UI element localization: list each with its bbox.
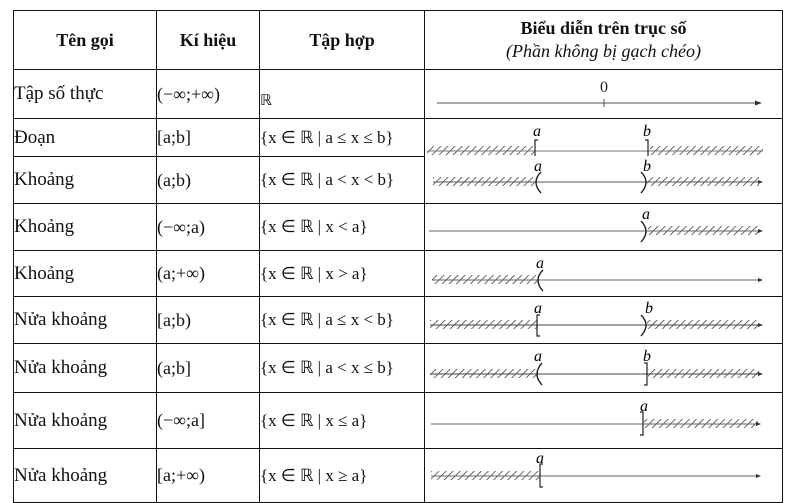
row-set: {x ∈ ℝ | x ≥ a} [260,449,425,503]
row-symbol: (−∞;+∞) [157,70,260,119]
number-line-svg [425,449,781,502]
row-set: {x ∈ ℝ | x > a} [260,251,425,297]
row-name: Nửa khoảng [14,344,157,393]
number-line-svg [425,70,781,118]
table-row [14,393,783,449]
row-name: Khoảng [14,157,157,204]
svg-text:a: a [536,255,544,272]
svg-text:a: a [536,450,544,467]
svg-text:a: a [533,123,541,140]
number-line-open-right-ray [425,251,783,297]
row-name: Nửa khoảng [14,449,157,503]
row-set: {x ∈ ℝ | x ≤ a} [260,393,425,449]
number-line-svg [425,119,781,156]
header-diagram-note: (Phần không bị gạch chéo) [506,41,701,61]
row-name: Đoạn [14,119,157,157]
svg-text:b: b [645,300,653,317]
row-name: Khoảng [14,204,157,251]
number-line-svg [425,157,781,203]
row-symbol: (a;b] [157,344,260,393]
row-symbol: (−∞;a] [157,393,260,449]
number-line-closed-right-ray [425,449,783,503]
number-line-half-open-right [425,297,783,344]
header-symbol: Kí hiệu [157,11,260,70]
table-row [14,449,783,503]
row-name: Khoảng [14,251,157,297]
row-symbol: [a;b] [157,119,260,157]
number-line-closed-left-ray [425,393,783,449]
table-row [14,157,783,204]
row-symbol: (a;+∞) [157,251,260,297]
svg-text:a: a [642,206,650,223]
header-diagram [425,11,783,70]
header-name: Tên gọi [14,11,157,70]
svg-text:b: b [643,348,651,365]
row-set: ℝ [260,70,425,119]
row-set: {x ∈ ℝ | a < x < b} [260,157,425,204]
svg-text:a: a [534,348,542,365]
table-row [14,344,783,393]
table-row [14,297,783,344]
svg-text:a: a [534,300,542,317]
svg-text:b: b [643,123,651,140]
number-line-svg [425,297,781,343]
table-row [14,70,783,119]
number-line-open-interval [425,157,783,204]
table-row [14,204,783,251]
interval-table [13,10,783,503]
number-line-svg [425,344,781,392]
row-set: {x ∈ ℝ | a ≤ x < b} [260,297,425,344]
header-set: Tập hợp [260,11,425,70]
number-line-svg [425,251,781,296]
number-line-svg [425,393,781,448]
number-line-closed-interval [425,119,783,157]
header-row [14,11,783,70]
row-symbol: (a;b) [157,157,260,204]
number-line-open-left-ray [425,204,783,251]
number-line-svg [425,204,781,250]
table-row [14,119,783,157]
row-set: {x ∈ ℝ | a < x ≤ b} [260,344,425,393]
header-diagram-title: Biểu diễn trên trục số [520,18,687,38]
row-set: {x ∈ ℝ | a ≤ x ≤ b} [260,119,425,157]
number-line-full [425,70,783,119]
row-symbol: [a;b) [157,297,260,344]
number-line-half-open-left [425,344,783,393]
row-symbol: [a;+∞) [157,449,260,503]
row-name: Nửa khoảng [14,393,157,449]
row-symbol: (−∞;a) [157,204,260,251]
svg-text:a: a [534,158,542,175]
svg-text:b: b [643,158,651,175]
row-name: Nửa khoảng [14,297,157,344]
origin-label: 0 [600,79,608,96]
row-name: Tập số thực [14,70,157,119]
row-set: {x ∈ ℝ | x < a} [260,204,425,251]
table-row [14,251,783,297]
svg-text:a: a [640,398,648,415]
